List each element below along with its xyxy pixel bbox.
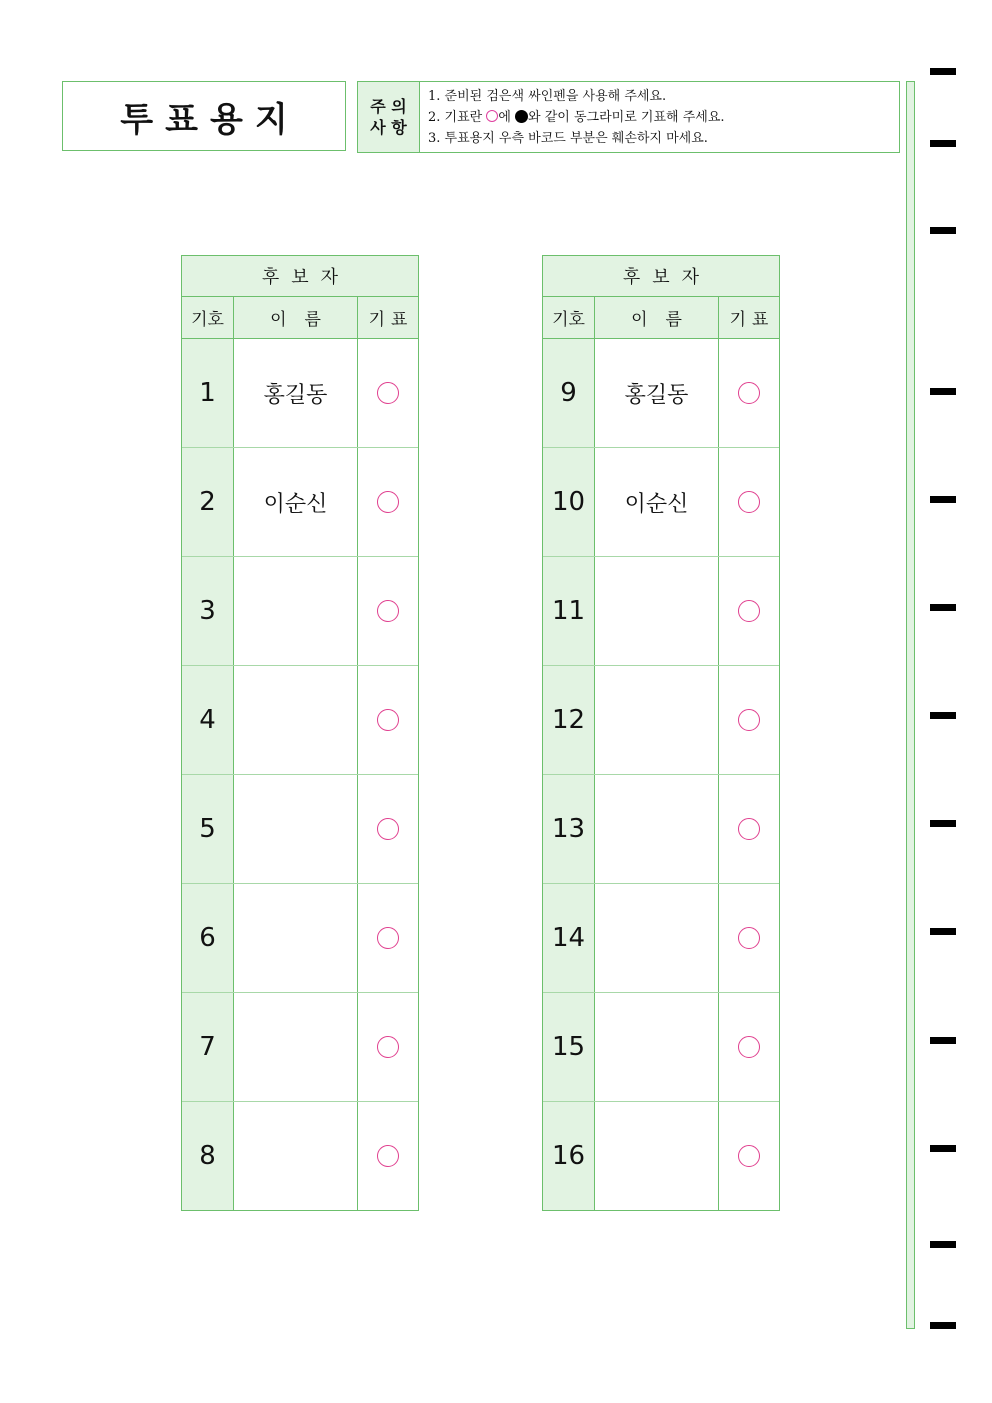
candidate-name [234, 557, 358, 665]
candidate-number: 1 [182, 339, 234, 447]
vote-mark-cell[interactable] [719, 339, 779, 447]
candidate-name [234, 993, 358, 1101]
candidate-name: 홍길동 [595, 339, 719, 447]
candidate-name [595, 884, 719, 992]
candidate-number: 11 [543, 557, 595, 665]
candidate-row [182, 666, 418, 775]
candidate-number: 6 [182, 884, 234, 992]
candidate-number: 13 [543, 775, 595, 883]
candidate-row [182, 557, 418, 666]
notice-label [358, 82, 420, 152]
notice-line-2-mid: 에 [498, 110, 516, 125]
ballot-title-box [62, 81, 346, 151]
vote-circle-icon[interactable] [738, 709, 760, 731]
ballot-title: 투표용지 [120, 99, 300, 140]
candidate-row [543, 339, 779, 448]
candidate-number: 7 [182, 993, 234, 1101]
vote-mark-cell[interactable] [358, 993, 418, 1101]
vote-circle-icon[interactable] [377, 927, 399, 949]
candidate-name [595, 993, 719, 1101]
candidate-number: 9 [543, 339, 595, 447]
vote-mark-cell[interactable] [719, 448, 779, 556]
barcode-mark [930, 820, 956, 827]
notice-line-3: 3. 투표용지 우측 바코드 부분은 훼손하지 마세요. [428, 131, 708, 146]
candidate-number: 8 [182, 1102, 234, 1210]
candidate-name: 이순신 [234, 448, 358, 556]
vote-circle-icon[interactable] [738, 927, 760, 949]
column-name-header: 이름 [595, 297, 719, 338]
column-number-header: 기호 [182, 297, 234, 338]
candidate-name [234, 666, 358, 774]
empty-circle-icon [486, 110, 498, 122]
vote-mark-cell[interactable] [358, 557, 418, 665]
vote-mark-cell[interactable] [719, 775, 779, 883]
barcode-mark [930, 388, 956, 395]
filled-circle-icon [515, 110, 528, 123]
candidate-number: 4 [182, 666, 234, 774]
column-number-header: 기호 [543, 297, 595, 338]
candidate-name [234, 775, 358, 883]
barcode-mark [930, 227, 956, 234]
column-name-header: 이름 [234, 297, 358, 338]
notice-line-2-suffix: 와 같이 동그라미로 기표해 주세요. [528, 110, 725, 125]
column-mark-header: 기표 [368, 310, 414, 330]
vote-mark-cell[interactable] [719, 557, 779, 665]
candidate-rows [543, 339, 779, 1210]
vote-circle-icon[interactable] [377, 1145, 399, 1167]
candidate-table-left [181, 255, 419, 1211]
barcode-mark [930, 68, 956, 75]
vote-circle-icon[interactable] [738, 382, 760, 404]
barcode-mark [930, 712, 956, 719]
notice-lines [420, 82, 725, 152]
candidate-name [234, 1102, 358, 1210]
vote-mark-cell[interactable] [358, 884, 418, 992]
candidate-name [595, 1102, 719, 1210]
candidate-number: 15 [543, 993, 595, 1101]
barcode-mark [930, 1322, 956, 1329]
candidate-row [182, 993, 418, 1102]
candidate-row [182, 339, 418, 448]
candidate-table-right [542, 255, 780, 1211]
vote-circle-icon[interactable] [738, 1145, 760, 1167]
candidate-rows [182, 339, 418, 1210]
vote-circle-icon[interactable] [377, 709, 399, 731]
candidate-row [182, 884, 418, 993]
vote-circle-icon[interactable] [377, 600, 399, 622]
vote-mark-cell[interactable] [719, 666, 779, 774]
notice-box [357, 81, 900, 153]
column-headers [543, 297, 779, 339]
notice-label-line1: 주 의 [370, 97, 407, 116]
candidate-number: 5 [182, 775, 234, 883]
notice-label-line2: 사 항 [370, 118, 407, 137]
candidate-row [543, 993, 779, 1102]
candidate-number: 3 [182, 557, 234, 665]
vote-mark-cell[interactable] [719, 1102, 779, 1210]
vote-circle-icon[interactable] [738, 818, 760, 840]
vote-mark-cell[interactable] [358, 666, 418, 774]
candidate-row [543, 1102, 779, 1210]
barcode-rail [906, 81, 915, 1329]
candidate-number: 14 [543, 884, 595, 992]
barcode-mark [930, 1145, 956, 1152]
barcode-mark [930, 1241, 956, 1248]
vote-circle-icon[interactable] [377, 491, 399, 513]
barcode-mark [930, 140, 956, 147]
vote-mark-cell[interactable] [358, 339, 418, 447]
vote-circle-icon[interactable] [738, 491, 760, 513]
candidate-name [234, 884, 358, 992]
notice-line-1: 1. 준비된 검은색 싸인펜을 사용해 주세요. [428, 89, 667, 104]
notice-line-2-prefix: 2. 기표란 [428, 110, 487, 125]
vote-circle-icon[interactable] [738, 600, 760, 622]
candidate-name: 이순신 [595, 448, 719, 556]
candidate-name [595, 775, 719, 883]
vote-circle-icon[interactable] [377, 1036, 399, 1058]
candidate-row [182, 1102, 418, 1210]
vote-mark-cell[interactable] [358, 775, 418, 883]
barcode-mark [930, 496, 956, 503]
candidate-row [543, 448, 779, 557]
vote-circle-icon[interactable] [377, 818, 399, 840]
candidate-row [182, 775, 418, 884]
vote-mark-cell[interactable] [719, 993, 779, 1101]
column-headers [182, 297, 418, 339]
vote-circle-icon[interactable] [377, 382, 399, 404]
notice-line-2 [428, 107, 725, 128]
candidate-number: 2 [182, 448, 234, 556]
vote-mark-cell[interactable] [358, 448, 418, 556]
candidate-name [595, 666, 719, 774]
candidate-name: 홍길동 [234, 339, 358, 447]
candidate-table-header: 후보자 [543, 256, 779, 297]
column-mark-header: 기표 [729, 310, 775, 330]
candidate-row [182, 448, 418, 557]
vote-circle-icon[interactable] [738, 1036, 760, 1058]
vote-mark-cell[interactable] [719, 884, 779, 992]
barcode-mark [930, 1037, 956, 1044]
candidate-number: 16 [543, 1102, 595, 1210]
candidate-row [543, 666, 779, 775]
vote-mark-cell[interactable] [358, 1102, 418, 1210]
candidate-number: 10 [543, 448, 595, 556]
barcode-mark [930, 604, 956, 611]
barcode-mark [930, 928, 956, 935]
candidate-row [543, 557, 779, 666]
candidate-number: 12 [543, 666, 595, 774]
candidate-table-header: 후보자 [182, 256, 418, 297]
candidate-row [543, 775, 779, 884]
candidate-name [595, 557, 719, 665]
candidate-row [543, 884, 779, 993]
